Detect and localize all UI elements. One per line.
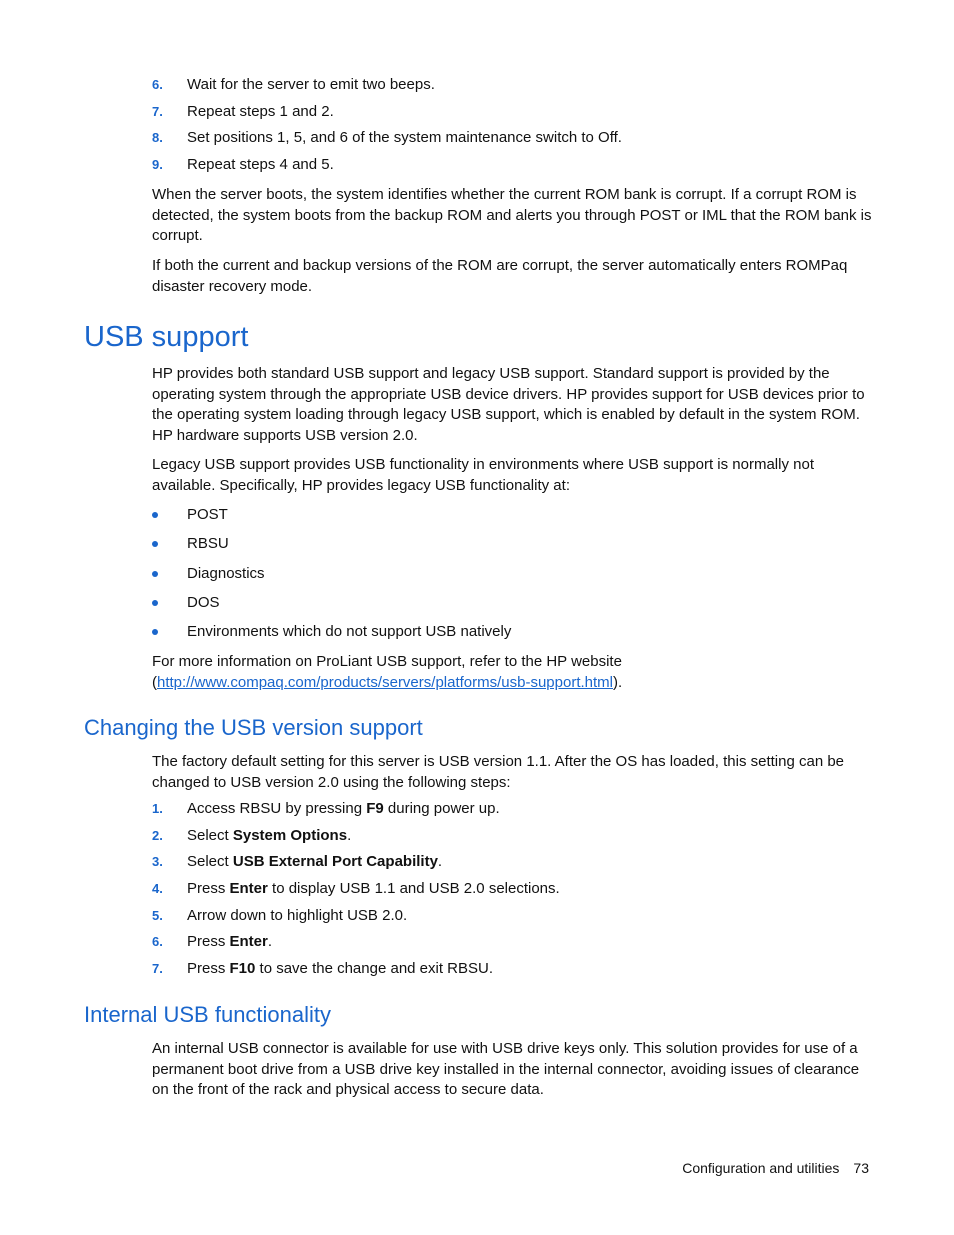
step-text: to save the change and exit RBSU. — [255, 960, 494, 978]
list-item — [152, 534, 872, 563]
open-paren: ( — [152, 673, 157, 691]
step-text: during power up. — [383, 800, 500, 817]
changing-usb-intro: The factory default setting for this server is USB version 1.1. After the OS has loaded, this setting can be changed to USB version 2.0 using the following steps: — [152, 753, 845, 791]
step-text: Press — [187, 960, 230, 978]
list-item — [152, 155, 872, 182]
list-item — [152, 932, 872, 959]
bullet-icon — [152, 629, 158, 635]
step-text: Set positions 1, 5, and 6 of the system maintenance switch to Off. — [187, 129, 622, 147]
bullet-text: POST — [187, 506, 228, 523]
step-number: 9. — [152, 157, 163, 173]
step-text: Select — [187, 853, 233, 871]
bullet-text: DOS — [187, 593, 220, 611]
list-item — [152, 852, 872, 879]
step-number: 6. — [152, 77, 163, 92]
step-number: 5. — [152, 907, 163, 923]
bullet-icon — [152, 541, 158, 547]
rom-corrupt-paragraph: When the server boots, the system identifies whether the current ROM bank is corrupt. If a corrupt ROM is detected, the system boots from the backup ROM and alerts you through POST or IML that the ROM bank is corrupt. — [152, 186, 872, 245]
list-item — [152, 564, 872, 593]
list-item — [152, 75, 872, 102]
close-paren: ). — [613, 673, 623, 691]
usb-support-paragraph: HP provides both standard USB support and legacy USB support. Standard support is provided by the operating system through the appropriate USB device drivers. HP provides support for USB devices prior to the operating system loading through legacy USB support, which is enabled by default in the system ROM. HP hardware supports USB version 2.0. — [152, 365, 865, 444]
bullet-icon — [152, 571, 158, 577]
more-info-text: For more information on ProLiant USB support, refer to the HP website — [152, 653, 622, 670]
menu-option-name: USB External Port Capability — [232, 853, 438, 871]
legacy-usb-list — [152, 505, 872, 651]
step-number: 2. — [152, 827, 163, 843]
key-name: F9 — [366, 800, 384, 817]
step-text: Repeat steps 1 and 2. — [187, 102, 334, 120]
changing-usb-heading: Changing the USB version support — [84, 715, 423, 740]
bullet-text: RBSU — [187, 535, 229, 553]
step-number: 6. — [152, 934, 163, 950]
step-text: . — [347, 826, 352, 844]
step-text: Press — [187, 933, 230, 951]
bullet-icon — [152, 600, 158, 606]
bullet-text: Diagnostics — [187, 564, 265, 582]
rompaq-paragraph: If both the current and backup versions of the ROM are corrupt, the server automatically enters ROMPaq disaster recovery mode. — [152, 257, 848, 295]
usb-support-link[interactable]: http://www.compaq.com/products/servers/platforms/usb-support.html — [157, 673, 614, 691]
list-item — [152, 622, 872, 651]
key-name: F10 — [229, 960, 256, 978]
page-number: 73 — [853, 1160, 869, 1176]
step-text: Wait for the server to emit two beeps. — [187, 76, 435, 93]
page-footer — [682, 1158, 869, 1178]
list-item — [152, 505, 872, 534]
more-info-paragraph — [152, 652, 872, 693]
footer-section-title: Configuration and utilities — [682, 1160, 840, 1176]
internal-usb-heading: Internal USB functionality — [84, 1002, 332, 1027]
menu-option-name: System Options — [232, 826, 348, 844]
step-number: 3. — [152, 854, 163, 870]
step-text: Repeat steps 4 and 5. — [187, 156, 334, 174]
step-text: Select — [187, 826, 233, 844]
list-item — [152, 879, 872, 906]
step-text: . — [267, 933, 273, 951]
step-text: . — [437, 853, 443, 871]
changing-usb-steps — [152, 799, 872, 986]
key-name: Enter — [229, 933, 268, 951]
step-number: 4. — [152, 881, 163, 897]
key-name: Enter — [229, 880, 268, 898]
step-number: 7. — [152, 103, 163, 119]
step-number: 7. — [152, 961, 163, 977]
list-item — [152, 102, 872, 129]
step-text: Access RBSU by pressing — [187, 800, 367, 817]
list-item — [152, 593, 872, 622]
step-number: 8. — [152, 130, 163, 146]
step-number: 1. — [152, 801, 163, 816]
legacy-usb-paragraph: Legacy USB support provides USB functionality in environments where USB support is normally not available. Specifically, HP provides legacy USB functionality at: — [152, 456, 814, 494]
bullet-text: Environments which do not support USB natively — [187, 623, 512, 641]
step-text: Press — [187, 880, 230, 898]
list-item — [152, 128, 872, 155]
internal-usb-paragraph: An internal USB connector is available for use with USB drive keys only. This solution provides for use of a permanent boot drive from a USB drive key installed in the internal connector, avoiding issues of clearance on the front of the rack and physical access to secure data. — [152, 1040, 860, 1099]
usb-support-heading: USB support — [84, 321, 249, 353]
list-item — [152, 826, 872, 853]
step-text: to display USB 1.1 and USB 2.0 selections. — [267, 880, 560, 898]
bullet-icon — [152, 512, 158, 518]
list-item — [152, 799, 872, 826]
list-item — [152, 906, 872, 933]
list-item — [152, 959, 872, 986]
step-text: Arrow down to highlight USB 2.0. — [187, 906, 408, 924]
steps-list-top — [152, 75, 872, 182]
